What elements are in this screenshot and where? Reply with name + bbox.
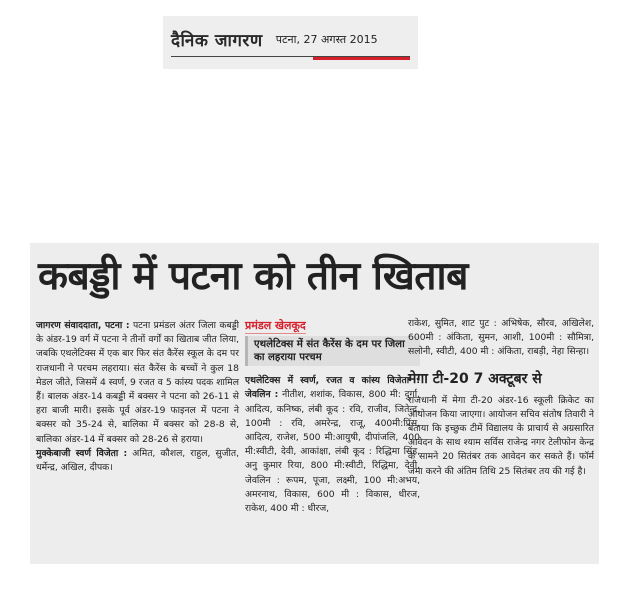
article-column-3 [408,317,594,479]
highlight-box: एथलेटिक्स में संत कैरेंस के दम पर जिला का लहराया परचम [245,336,420,366]
article-lead-text: पटना प्रमंडल अंतर जिला कबड्डी के अंडर-19 वर्ग में पटना ने तीनों वर्गों का खिताब जीत लिया, जबकि एथलेटिक्स में एक बार फिर संत कैरेंस स्कूल के दम पर राजधानी ने परचम लहराया। संत कैरेंस के बच्चों ने कुल 18 मेडल जीते, जिसमें 4 स्वर्ण, 9 रजत व 5 कांस्य पदक शामिल हैं। बालक अंडर-14 कबड्डी में बक्सर ने पटना को 26-11 से हरा बाजी मारी। इसके पूर्व अंडर-19 फाइनल में पटना ने बक्सर को 35-24 से, बालिका में बक्सर को 28-8 से, बालिका अंडर-14 में बक्सर को 28-26 से हराया। [36,320,240,445]
section-label: प्रमंडल खेलकूद [245,319,306,334]
athletics-event-lead: जेवलिन : [245,389,279,401]
athletics-winners-paragraph [245,374,420,516]
boxing-winners-list: अमित, कौशल, राहुल, सुजीत, धर्मेन्द्र, अखिल, दीपक। [36,447,240,474]
edition-dateline: पटना, 27 अगस्त 2015 [275,33,378,46]
mega-t20-headline: मेगा टी-20 7 अक्टूबर से [408,370,542,387]
news-clipping [30,243,599,564]
boxing-winners-subhead: मुक्केबाजी स्वर्ण विजेता : [36,447,128,459]
article-lead-paragraph [36,319,239,447]
article-column-2 [245,319,420,516]
boxing-winners-paragraph [36,447,239,475]
mega-t20-paragraph: राजधानी में मेगा टी-20 अंडर-16 स्कूली क्रिकेट का आयोजन किया जाएगा। आयोजन सचिव संतोष तिवारी ने बताया कि इच्छुक टीमें विद्यालय के प्राचार्य से अग्रसारित आवेदन के साथ श्याम सर्विस राजेन्द्र नगर टेलीफोन केन्द्र के सामने 20 सितंबर तक आवेदन कर सकते हैं। फॉर्म जमा करने की अंतिम तिथि 25 सितंबर तय की गई है। [408,394,594,477]
article-dateline: जागरण संवाददाता, पटना : [36,320,130,331]
article-headline: कबड्डी में पटना को तीन खिताब [38,254,468,299]
athletics-winners-subhead: एथलेटिक्स में स्वर्ण, रजत व कांस्य विजेता : [245,375,420,387]
athletics-winners-list: नीतीश, शशांक, विकास, 800 मी: दुर्गा, आदित्य, कनिष्क, लंबी कूद : रवि, राजीव, जितेन्द्र, 100मी : रवि, अमरेन्द्र, राजू, 400मी:प्रिंस, आदित्य, राजेश, 500 मी:आयुषी, दीपांजलि, 400 मी:स्वीटी, देवी, आकांक्षा, लंबी कूद : रिद्धिमा सिंह, अनु कुमार रिया, 800 मी:स्वीटी, रिद्धिमा, देवी, जेवलिन : रूपम, पूजा, लक्ष्मी, 100 मी:अभय, अमरनाथ, विकास, 600 मी : विकास, धीरज, राकेश, 400 मी : धीरज, [245,389,420,515]
newspaper-masthead [163,16,418,69]
athletics-winners-continued: राकेश, सुमित, शाट पुट : अभिषेक, सौरव, अखिलेश, 600मी : अंकिता, सुमन, आशी, 100मी : सौमित्रा, सलोनी, स्वीटी, 400 मी : अंकिता, राबड़ी, नेहा सिन्हा। [408,318,594,358]
article-column-1 [36,319,239,475]
masthead-accent-bar [313,57,410,60]
newspaper-name: दैनिक जागरण [171,31,263,51]
